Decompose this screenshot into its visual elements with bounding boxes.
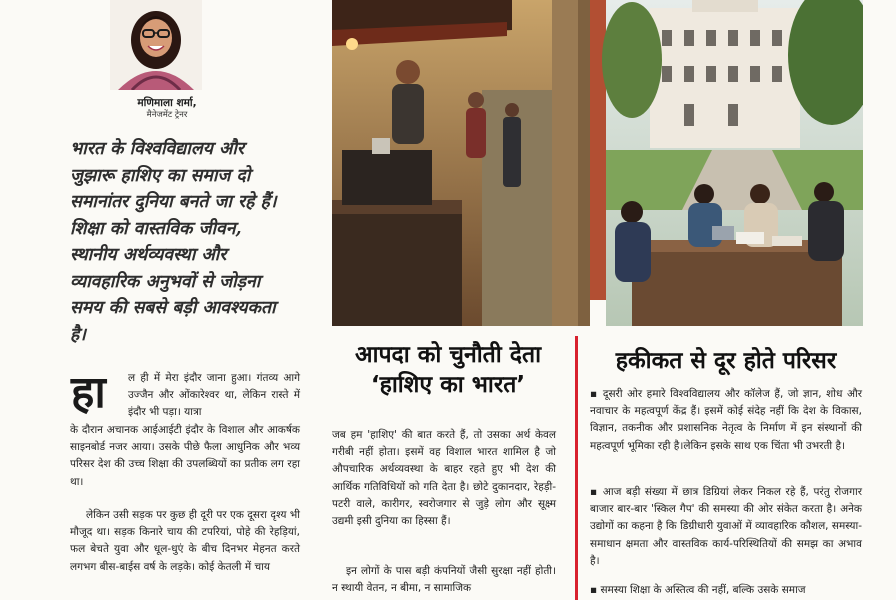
author-photo	[110, 0, 202, 90]
article-paragraph: ल ही में मेरा इंदौर जाना हुआ। गंतव्य आगे उज्जैन और ओंकारेश्वर था, लेकिन रास्ते में इंदौर भी पड़ा। यात्रा	[128, 372, 300, 419]
section-headline: हकीकत से दूर होते परिसर	[615, 348, 837, 374]
article-photo	[332, 0, 863, 326]
article-paragraph: जब हम 'हाशिए' की बात करते हैं, तो उसका अर्थ केवल गरीबी नहीं होता। इसमें वह विशाल भारत शामिल है जो औपचारिक अर्थव्यवस्था के बाहर रहते हुए भी देश की आर्थिक गतिविधियों को गति देता है। छोटे दुकानदार, रेहड़ी-पटरी वाले, कारीगर, स्वरोजगार से जुड़े लोग और सूक्ष्म उद्यमी इसी दुनिया का हिस्सा हैं।	[332, 429, 556, 528]
article-paragraph: ▪ दूसरी ओर हमारे विश्वविद्यालय और कॉलेज हैं, जो ज्ञान, शोध और नवाचार के महत्वपूर्ण केंद्र हैं। इसमें कोई संदेह नहीं कि देश के विकास, विज्ञान, तकनीक और प्रशासनिक नेतृत्व के निर्माण में इन संस्थानों की महत्वपूर्ण भूमिका रही है।लेकिन इसके साथ एक चिंता भी उभरती है।	[590, 388, 862, 452]
article-paragraph: के दौरान अचानक आईआईटी इंदौर के विशाल और आकर्षक साइनबोर्ड नजर आया। उसके पीछे फैला आधुनिक और भव्य परिसर देश की उच्च शिक्षा की उपलब्धियों का प्रतीक लग रहा था।	[70, 424, 300, 488]
author-name: मणिमाला शर्मा,	[137, 97, 197, 109]
article-paragraph: ▪ समस्या शिक्षा के अस्तित्व की नहीं, बल्कि उसके समाज	[590, 584, 806, 596]
drop-cap: हा	[71, 367, 106, 418]
article-paragraph: इन लोगों के पास बड़ी कंपनियों जैसी सुरक्षा नहीं होती। न स्थायी वेतन, न बीमा, न सामाजिक	[332, 565, 556, 595]
article-paragraph: लेकिन उसी सड़क पर कुछ ही दूरी पर एक दूसरा दृश्य भी मौजूद था। सड़क किनारे चाय की टपरियां, पोहे की रेहड़ियां, फल बेचते युवा और धूल-धुएं के बीच दिनभर मेहनत करते लगभग बीस-बाईस वर्ष के लड़के। कोई केतली में चाय	[70, 509, 300, 573]
author-title: मैनेजमेंट ट्रेनर	[146, 110, 188, 120]
article-paragraph: ▪ आज बड़ी संख्या में छात्र डिग्रियां लेकर निकल रहे हैं, परंतु रोजगार बाजार बार-बार 'स्किल गैप' की समस्या की ओर संकेत करता है। अनेक उद्योगों का कहना है कि डिग्रीधारी युवाओं में व्यावहारिक कौशल, समस्या-समाधान क्षमता और वास्तविक कार्य-परिस्थितियों की समझ का अभाव है।	[590, 486, 862, 567]
headline-line: ‘हाशिए का भारत’	[370, 372, 526, 398]
pull-quote: भारत के विश्वविद्यालय और जुझारू हाशिए का समाज दो समानांतर दुनिया बनते जा रहे हैं। शिक्षा को वास्तविक जीवन, स्थानीय अर्थव्यवस्था और व्यावहारिक अनुभवों से जोड़ना समय की सबसे बड़ी आवश्यकता है।	[70, 139, 277, 345]
section-headline	[330, 340, 566, 400]
column-divider	[575, 336, 578, 600]
headline-line: आपदा को चुनौती देता	[354, 342, 542, 368]
